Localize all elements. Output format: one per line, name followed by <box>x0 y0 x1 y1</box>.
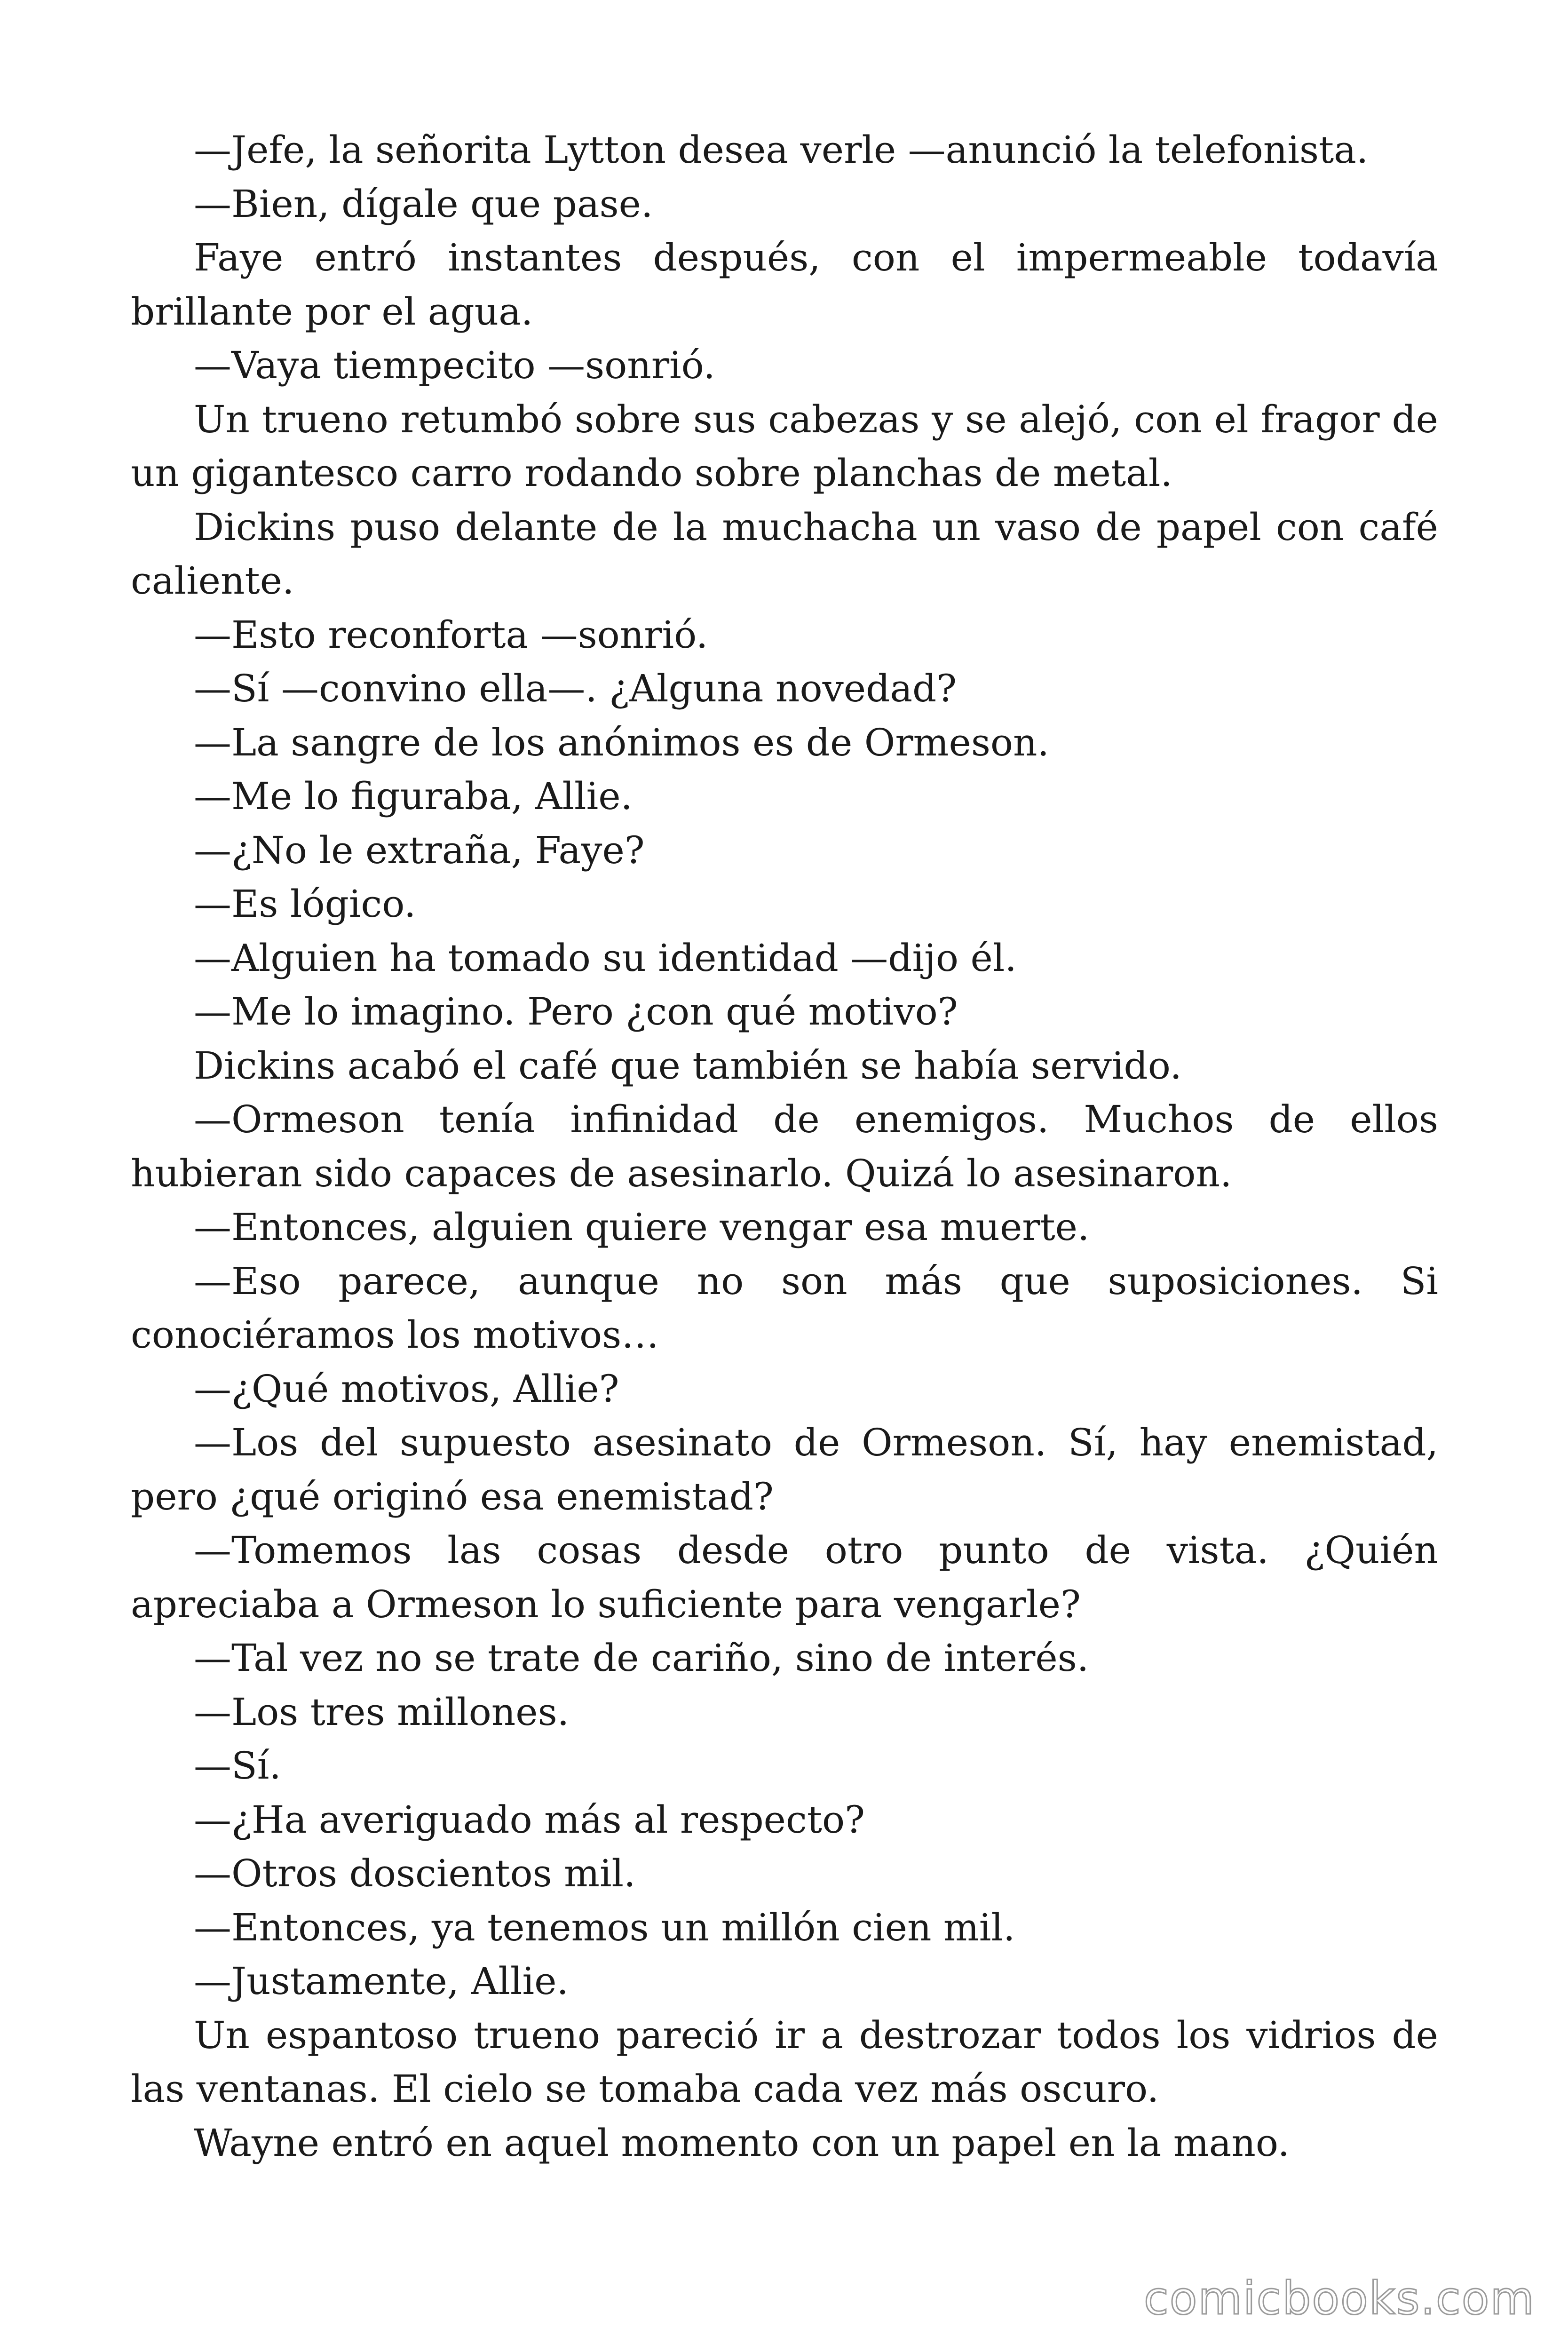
paragraph: —Entonces, alguien quiere vengar esa muerte. <box>194 1205 1090 1249</box>
paragraph: —Ormeson tenía infinidad de enemigos. Muchos de ellos hubieran sido capaces de asesinarlo. Quizá lo asesinaron. <box>131 1097 1438 1195</box>
paragraph: —Es lógico. <box>194 882 416 926</box>
paragraph: —Los del supuesto asesinato de Ormeson. Sí, hay enemistad, pero ¿qué originó esa enemistad? <box>131 1421 1438 1518</box>
paragraph: —Los tres millones. <box>194 1690 570 1734</box>
paragraph: —Bien, dígale que pase. <box>194 182 653 226</box>
paragraph: —Jefe, la señorita Lytton desea verle —anunció la telefonista. <box>194 128 1369 172</box>
paragraph: —Esto reconforta —sonrió. <box>194 612 708 657</box>
paragraph: Faye entró instantes después, con el impermeable todavía brillante por el agua. <box>131 236 1438 334</box>
paragraph: Dickins acabó el café que también se había servido. <box>194 1043 1182 1088</box>
paragraph: —Tomemos las cosas desde otro punto de vista. ¿Quién apreciaba a Ormeson lo suficiente para vengarle? <box>131 1528 1438 1626</box>
paragraph: —Tal vez no se trate de cariño, sino de interés. <box>194 1636 1089 1680</box>
paragraph: Un trueno retumbó sobre sus cabezas y se alejó, con el fragor de un gigantesco carro rodando sobre planchas de metal. <box>131 397 1438 495</box>
paragraph: —Me lo imagino. Pero ¿con qué motivo? <box>194 990 958 1033</box>
watermark: comicbooks.com <box>1143 2272 1535 2325</box>
paragraph: Wayne entró en aquel momento con un papel en la mano. <box>194 2121 1290 2165</box>
paragraph: —Sí. <box>194 1744 281 1788</box>
body-text <box>131 123 1438 2170</box>
paragraph: Dickins puso delante de la muchacha un vaso de papel con café caliente. <box>131 505 1438 603</box>
paragraph: —¿No le extraña, Faye? <box>194 828 645 872</box>
paragraph: —Eso parece, aunque no son más que suposiciones. Si conociéramos los motivos… <box>131 1259 1438 1357</box>
paragraph: —¿Qué motivos, Allie? <box>194 1367 619 1411</box>
paragraph: —Alguien ha tomado su identidad —dijo él. <box>194 936 1017 980</box>
paragraph: —¿Ha averiguado más al respecto? <box>194 1797 865 1842</box>
paragraph: —La sangre de los anónimos es de Ormeson. <box>194 720 1049 764</box>
paragraph: —Justamente, Allie. <box>194 1959 569 2003</box>
paragraph: —Vaya tiempecito —sonrió. <box>194 343 715 387</box>
paragraph: Un espantoso trueno pareció ir a destrozar todos los vidrios de las ventanas. El cielo se tomaba cada vez más oscuro. <box>131 2013 1438 2111</box>
paragraph: —Sí —convino ella—. ¿Alguna novedad? <box>194 667 957 710</box>
paragraph: —Otros doscientos mil. <box>194 1851 636 1895</box>
paragraph: —Me lo figuraba, Allie. <box>194 774 633 818</box>
paragraph: —Entonces, ya tenemos un millón cien mil. <box>194 1905 1015 1949</box>
